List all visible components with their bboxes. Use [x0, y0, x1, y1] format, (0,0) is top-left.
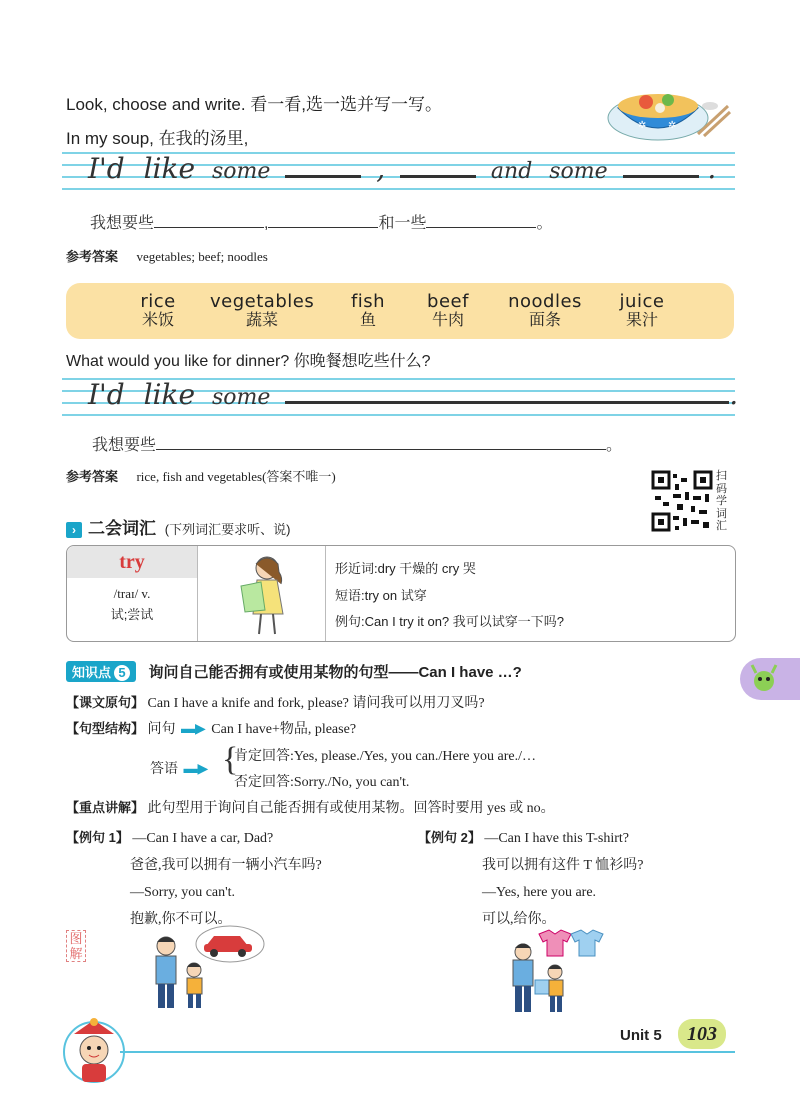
answer-row-1: [66, 246, 268, 266]
answer-text: rice, fish and vegetables(答案不唯一): [136, 469, 336, 484]
example-answer-zh: 可以,给你。: [482, 912, 556, 927]
word-en: vegetables: [210, 291, 315, 312]
question-pattern: Can I have+物品, please?: [211, 722, 357, 737]
answer-row-2: [66, 466, 336, 486]
text-sentence: Can I have a knife and fork, please? 请问我可以用刀叉吗?: [147, 696, 485, 711]
knowledge-number: 5: [114, 665, 130, 681]
example-question: —Can I have this T-shirt?: [484, 831, 629, 846]
word-bank-item: [418, 291, 478, 330]
question-label: 问句: [147, 722, 176, 737]
dad-and-boy-car-illustration: [148, 924, 268, 1014]
zh-text: 我想要些: [92, 437, 157, 454]
chinese-translation-2: [92, 432, 622, 455]
side-tab-character-icon: [746, 659, 786, 699]
example-answer: —Sorry, you can't.: [130, 885, 236, 900]
footer-line: [120, 1051, 735, 1053]
zh-blank-2[interactable]: [268, 227, 378, 228]
example-question: —Can I have a car, Dad?: [132, 831, 274, 846]
side-tab: [740, 658, 800, 700]
comma: ,: [376, 152, 386, 185]
example-1: [66, 824, 322, 933]
word-some: some: [211, 159, 271, 184]
word-like: like: [143, 378, 196, 411]
example-question-zh: 我可以拥有这件 T 恤衫吗?: [482, 858, 644, 873]
qr-code-icon[interactable]: [651, 470, 713, 532]
footer-unit: Unit 5: [620, 1027, 662, 1044]
answer-pattern-label: 答语: [150, 762, 178, 777]
word-id: I'd: [88, 152, 125, 185]
word-bank-item: [610, 291, 674, 330]
zh-blank-4[interactable]: [156, 449, 606, 450]
exercise1-instruction: Look, choose and write. 看一看,选一选并写一写。: [66, 95, 442, 114]
word-bank: [66, 283, 734, 339]
answer-blank-3[interactable]: [623, 171, 699, 178]
example-label: 【例句 1】: [66, 830, 129, 845]
key-explanation-row: [66, 797, 555, 817]
knowledge-title: 询问自己能否拥有或使用某物的句型——Can I have …?: [148, 664, 522, 681]
soup-bowl-illustration: [606, 72, 732, 144]
word-id: I'd: [88, 378, 125, 411]
word-bank-item: [128, 291, 188, 330]
word-zh: 蔬菜: [245, 312, 278, 329]
vocab-example: 例句:Can I try it on? 我可以试穿一下吗?: [335, 614, 564, 629]
text-sentence-row: [66, 692, 485, 712]
divider: [197, 546, 198, 641]
section-subtitle: (下列词汇要求听、说): [164, 522, 291, 537]
word-en: juice: [619, 291, 665, 312]
zh-blank-1[interactable]: [154, 227, 264, 228]
arrow-icon: ›: [66, 522, 82, 538]
answer-blank-2[interactable]: [400, 171, 476, 178]
word-en: noodles: [508, 291, 582, 312]
example-question-zh: 爸爸,我可以拥有一辆小汽车吗?: [130, 858, 322, 873]
section-title: 二会词汇: [88, 519, 156, 538]
vocab-meaning: 试;尝试: [110, 607, 154, 622]
word-like: like: [143, 152, 196, 185]
answer-label: 参考答案: [66, 469, 119, 484]
example-label: 【例句 2】: [418, 830, 481, 845]
vocab-word: try: [119, 551, 145, 573]
positive-answer: 肯定回答:Yes, please./Yes, you can./Here you are./…: [234, 749, 536, 764]
zh-blank-3[interactable]: [426, 227, 536, 228]
answer-blank-4[interactable]: [285, 397, 729, 404]
vocab-phrase: 短语:try on 试穿: [335, 588, 427, 603]
word-en: fish: [350, 291, 386, 312]
word-zh: 牛肉: [431, 312, 464, 329]
qr-caption: 扫码学词汇: [716, 470, 727, 532]
word-and: and: [490, 159, 533, 184]
word-en: rice: [140, 291, 176, 312]
illustration-label: 图解: [66, 930, 86, 962]
text-label: 【课文原句】: [66, 695, 145, 710]
key-label: 【重点讲解】: [66, 800, 145, 815]
zh-text-2: 和一些: [378, 215, 427, 232]
exercise2-question: What would you like for dinner? 你晚餐想吃些什么?: [66, 353, 431, 370]
word-bank-item: [210, 291, 314, 330]
example-answer: —Yes, here you are.: [482, 885, 597, 900]
girl-trying-clothes-illustration: [227, 552, 297, 638]
answer-blank-1[interactable]: [285, 171, 361, 178]
vocab-header: [67, 546, 197, 578]
word-bank-item: [338, 291, 398, 330]
brace-icon: {: [222, 741, 239, 778]
vocab-phonetic: /traɪ/ v.: [113, 586, 151, 601]
knowledge-point-heading: [66, 661, 522, 682]
answer-text: vegetables; beef; noodles: [136, 249, 268, 264]
word-some-2: some: [549, 159, 608, 184]
vocab-card: [66, 545, 736, 642]
period: .: [729, 378, 739, 411]
word-zh: 米饭: [141, 312, 174, 329]
divider: [325, 546, 326, 641]
word-bank-item: [502, 291, 588, 330]
knowledge-tag-text: 知识点: [72, 665, 112, 680]
svg-text:✲: ✲: [668, 120, 677, 131]
sentence-line-2: [88, 378, 738, 411]
arrow-right-icon: ▬▶: [183, 762, 209, 777]
word-zh: 鱼: [359, 312, 376, 329]
period: .: [707, 152, 717, 185]
zh-period: 。: [536, 215, 553, 232]
zh-comma: ,: [264, 215, 269, 232]
example-2: [418, 824, 644, 933]
section-heading: [66, 514, 290, 539]
zh-period: 。: [606, 437, 623, 454]
word-en: beef: [427, 291, 469, 312]
knowledge-tag: [66, 661, 136, 682]
word-some: some: [211, 385, 271, 410]
exercise1-prompt: In my soup, 在我的汤里,: [66, 129, 249, 148]
example-answer-zh: 抱歉,你不可以。: [130, 912, 232, 927]
vocab-similar: 形近词:dry 干燥的 cry 哭: [335, 561, 476, 576]
structure-label: 【句型结构】: [66, 721, 145, 736]
dad-and-boy-tshirt-illustration: [505, 928, 609, 1016]
arrow-right-icon: ▬▶: [181, 722, 206, 737]
sentence-line-1: [88, 152, 716, 185]
word-zh: 面条: [528, 312, 561, 329]
answer-label: 参考答案: [66, 249, 119, 264]
page-number: 103: [678, 1019, 726, 1049]
word-zh: 果汁: [625, 312, 658, 329]
chinese-translation-1: [90, 210, 553, 233]
svg-text:✲: ✲: [638, 120, 647, 131]
key-text: 此句型用于询问自己能否拥有或使用某物。回答时要用 yes 或 no。: [147, 801, 555, 816]
negative-answer: 否定回答:Sorry./No, you can't.: [234, 775, 410, 790]
structure-row: [66, 718, 356, 738]
zh-text: 我想要些: [90, 215, 155, 232]
answer-label-row: [150, 758, 210, 778]
